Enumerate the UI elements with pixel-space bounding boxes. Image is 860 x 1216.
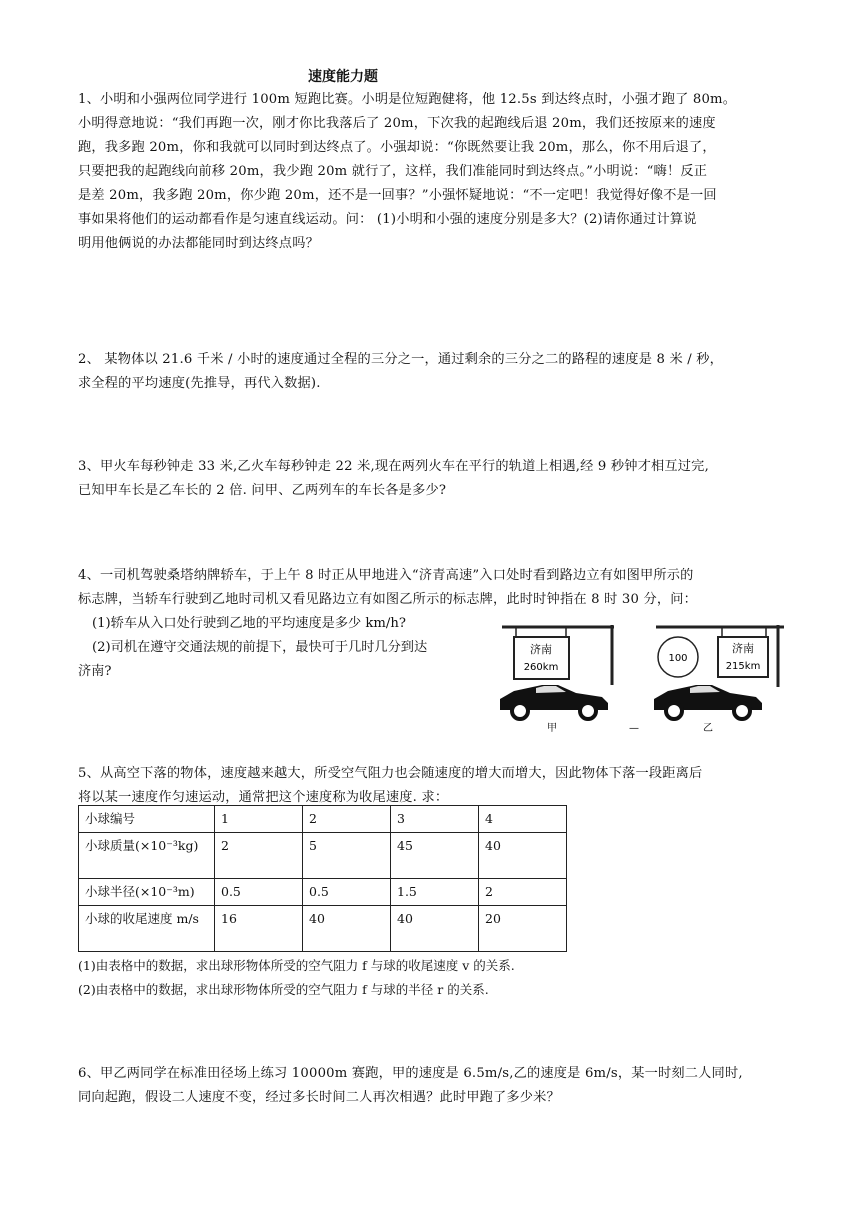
figure-a: [500, 625, 614, 734]
question-1-line: 1、小明和小强两位同学进行 100m 短跑比赛。小明是位短跑健将，他 12.5s 到达终点时，小强才跑了 80m。: [78, 92, 737, 107]
question-2: [78, 348, 788, 396]
question-1-line: 明用他俩说的办法都能同时到达终点吗？: [78, 236, 319, 251]
table-cell: 40: [303, 906, 391, 952]
question-1-line: 事如果将他们的运动都看作是匀速直线运动。问： (1)小明和小强的速度分别是多大？(2)请你通过计算说: [78, 212, 697, 227]
question-1-line: 只要把我的起跑线向前移 20m，我少跑 20m 就行了，这样，我们准能同时到达终点。”小明说：“嗨！反正: [78, 164, 708, 179]
table-cell: 1: [215, 806, 303, 833]
figure-a-label: 甲: [547, 723, 557, 734]
question-5-subquestions: [78, 954, 798, 1002]
question-5-sub-line: (2)由表格中的数据，求出球形物体所受的空气阻力 f 与球的半径 r 的关系.: [78, 982, 489, 997]
speed-limit-value: 100: [668, 653, 688, 664]
figure-b-label: 乙: [703, 723, 713, 734]
table-cell: 小球半径(×10⁻³m): [79, 879, 215, 906]
sign-a-city: 济南: [530, 643, 552, 656]
car-b-icon: [654, 685, 762, 719]
question-6: [78, 1062, 788, 1110]
table-cell: 2: [215, 833, 303, 879]
table-cell: 4: [479, 806, 567, 833]
question-6-line: 6、甲乙两同学在标准田径场上练习 10000m 赛跑，甲的速度是 6.5m/s,乙的速度是 6m/s，某一时刻二人同时,: [78, 1066, 743, 1081]
figure-separator: —: [629, 723, 639, 734]
table-cell: 16: [215, 906, 303, 952]
question-4-line: 标志牌，当轿车行驶到乙地时司机又看见路边立有如图乙所示的标志牌，此时时钟指在 8 时 30 分，问：: [78, 592, 697, 607]
question-4-subquestions: [78, 612, 488, 684]
table-row: [79, 833, 567, 879]
question-2-line: 求全程的平均速度(先推导，再代入数据).: [78, 376, 321, 391]
road-sign-figure: [496, 615, 788, 735]
question-4-line: 4、一司机驾驶桑塔纳牌轿车，于上午 8 时正从甲地进入“济青高速”入口处时看到路边立有如图甲所示的: [78, 568, 694, 583]
table-cell: 小球的收尾速度 m/s: [79, 906, 215, 952]
question-5-line: 将以某一速度作匀速运动，通常把这个速度称为收尾速度. 求：: [78, 790, 449, 805]
question-4-sub-line: (1)轿车从入口处行驶到乙地的平均速度是多少 km/h?: [92, 616, 406, 631]
table-cell: 5: [303, 833, 391, 879]
table-cell: 0.5: [303, 879, 391, 906]
question-5-sub-line: (1)由表格中的数据，求出球形物体所受的空气阻力 f 与球的收尾速度 v 的关系.: [78, 958, 515, 973]
table-cell: 2: [479, 879, 567, 906]
question-2-line: 2、 某物体以 21.6 千米 / 小时的速度通过全程的三分之一，通过剩余的三分之二的路程的速度是 8 米 / 秒，: [78, 352, 724, 367]
table-cell: 20: [479, 906, 567, 952]
question-3-line: 已知甲车长是乙车长的 2 倍. 问甲、乙两列车的车长各是多少?: [78, 483, 447, 498]
table-cell: 小球质量(×10⁻³kg): [79, 833, 215, 879]
question-5-line: 5、从高空下落的物体，速度越来越大，所受空气阻力也会随速度的增大而增大，因此物体下落一段距离后: [78, 766, 703, 781]
sign-b-city: 济南: [732, 642, 754, 655]
table-cell: 45: [391, 833, 479, 879]
table-cell: 40: [479, 833, 567, 879]
question-6-line: 同向起跑，假设二人速度不变，经过多长时间二人再次相遇？此时甲跑了多少米？: [78, 1090, 560, 1105]
sign-a-distance: 260km: [523, 662, 559, 673]
table-row: [79, 879, 567, 906]
ball-data-table: [78, 805, 567, 952]
table-cell: 小球编号: [79, 806, 215, 833]
table-cell: 2: [303, 806, 391, 833]
table-cell: 1.5: [391, 879, 479, 906]
sign-b-distance: 215km: [725, 661, 761, 672]
question-4: [78, 564, 788, 612]
figure-b: [654, 625, 784, 734]
question-3-line: 3、甲火车每秒钟走 33 米,乙火车每秒钟走 22 米,现在两列火车在平行的轨道上相遇,经 9 秒钟才相互过完,: [78, 459, 709, 474]
question-1: [78, 88, 788, 256]
question-1-line: 跑，我多跑 20m，你和我就可以同时到达终点了。小强却说：“你既然要让我 20m，那么，你不用后退了，: [78, 140, 716, 155]
question-3: [78, 455, 788, 503]
question-1-line: 是差 20m，我多跑 20m，你少跑 20m，还不是一回事？”小强怀疑地说：“不一定吧！我觉得好像不是一回: [78, 188, 717, 203]
question-5: [78, 762, 788, 810]
question-4-sub-line: 济南?: [78, 664, 112, 679]
table-cell: 0.5: [215, 879, 303, 906]
question-1-line: 小明得意地说：“我们再跑一次，刚才你比我落后了 20m，下次我的起跑线后退 20m，我们还按原来的速度: [78, 116, 716, 131]
table-row: [79, 806, 567, 833]
table-row: [79, 906, 567, 952]
page-title: 速度能力题: [308, 69, 378, 85]
question-4-sub-line: (2)司机在遵守交通法规的前提下，最快可于几时几分到达: [92, 640, 428, 655]
table-cell: 40: [391, 906, 479, 952]
road-sign-figure-svg: [496, 615, 788, 735]
car-a-icon: [500, 685, 608, 719]
table-cell: 3: [391, 806, 479, 833]
